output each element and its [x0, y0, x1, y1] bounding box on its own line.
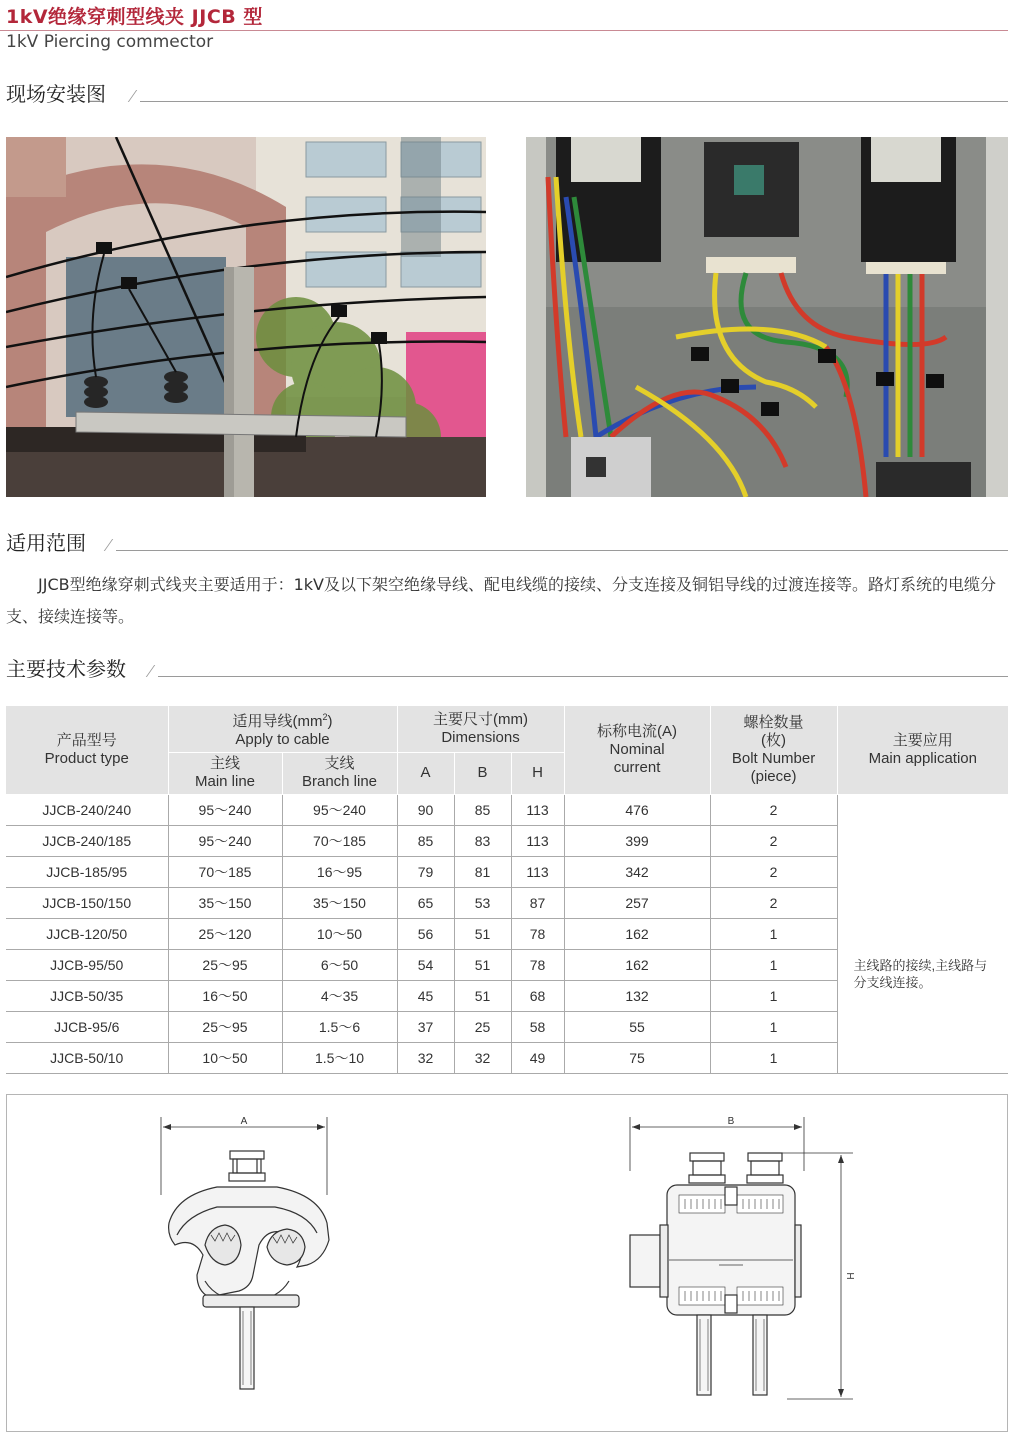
- heading-slash: [104, 539, 114, 551]
- table-cell: 75: [564, 1042, 710, 1073]
- header-product-type: 产品型号 Product type: [6, 706, 168, 794]
- heading-rule: [116, 550, 1008, 551]
- table-cell: 49: [511, 1042, 564, 1073]
- table-cell: 58: [511, 1011, 564, 1042]
- spec-table: [6, 706, 1008, 1074]
- table-cell: JJCB-240/240: [6, 794, 168, 825]
- table-cell: 45: [397, 980, 454, 1011]
- table-cell: 87: [511, 887, 564, 918]
- table-cell: 25～95: [168, 1011, 282, 1042]
- clamp-side-view: [161, 1117, 329, 1389]
- table-cell: 1.5～10: [282, 1042, 397, 1073]
- table-cell: 1: [710, 918, 837, 949]
- table-cell: 25～95: [168, 949, 282, 980]
- header-dim-a: A: [397, 752, 454, 794]
- dim-label-h: H: [844, 1272, 855, 1280]
- header-bolt-number: 螺栓数量 (枚) Bolt Number (piece): [710, 706, 837, 794]
- table-cell: 95～240: [168, 794, 282, 825]
- spec-table-wrapper: [6, 706, 1008, 1074]
- table-cell: 10～50: [282, 918, 397, 949]
- header-dimensions: 主要尺寸(mm) Dimensions: [397, 706, 564, 752]
- table-cell: 35～150: [168, 887, 282, 918]
- header-main-line: 主线 Main line: [168, 752, 282, 794]
- table-cell: 1: [710, 980, 837, 1011]
- table-cell: 132: [564, 980, 710, 1011]
- table-cell: 1.5～6: [282, 1011, 397, 1042]
- header-main-application: 主要应用 Main application: [837, 706, 1008, 794]
- section-heading-scope: 适用范围: [6, 531, 86, 555]
- table-cell: 56: [397, 918, 454, 949]
- table-cell: 32: [397, 1042, 454, 1073]
- header-apply-cable: 适用导线$(mm^2)$ Apply to cable: [168, 706, 397, 752]
- section-heading-install: 现场安装图: [6, 82, 106, 106]
- main-application-cell: 主线路的接续,主线路与分支线连接。: [837, 794, 1008, 1073]
- table-cell: 4～35: [282, 980, 397, 1011]
- header-dim-b: B: [454, 752, 511, 794]
- table-cell: 51: [454, 980, 511, 1011]
- table-cell: 162: [564, 918, 710, 949]
- table-cell: 10～50: [168, 1042, 282, 1073]
- dim-label-a: A: [240, 1116, 248, 1127]
- table-cell: 70～185: [168, 856, 282, 887]
- table-cell: 16～95: [282, 856, 397, 887]
- table-cell: 2: [710, 856, 837, 887]
- table-cell: 81: [454, 856, 511, 887]
- table-cell: 2: [710, 825, 837, 856]
- installation-photo-distribution-box: [526, 137, 1008, 497]
- table-cell: 65: [397, 887, 454, 918]
- table-cell: 162: [564, 949, 710, 980]
- heading-slash: [128, 90, 138, 102]
- header-branch-line: 支线 Branch line: [282, 752, 397, 794]
- table-cell: 83: [454, 825, 511, 856]
- table-cell: JJCB-95/6: [6, 1011, 168, 1042]
- dim-label-b: B: [727, 1116, 735, 1127]
- table-cell: 113: [511, 856, 564, 887]
- spec-table-body: [6, 794, 1008, 1073]
- clamp-front-view: [630, 1117, 853, 1399]
- table-cell: 53: [454, 887, 511, 918]
- table-cell: 1: [710, 1042, 837, 1073]
- table-cell: 37: [397, 1011, 454, 1042]
- table-cell: 51: [454, 949, 511, 980]
- page-title: 1kV绝缘穿刺型线夹 JJCB 型: [6, 6, 263, 28]
- section-heading-params: 主要技术参数: [6, 657, 126, 681]
- header-nominal-current: 标称电流(A) Nominal current: [564, 706, 710, 794]
- table-cell: 257: [564, 887, 710, 918]
- table-cell: 1: [710, 949, 837, 980]
- table-cell: 95～240: [168, 825, 282, 856]
- table-cell: 25～120: [168, 918, 282, 949]
- title-divider: [0, 30, 1008, 31]
- table-row: [6, 794, 1008, 825]
- heading-slash: [146, 665, 156, 677]
- table-cell: 2: [710, 794, 837, 825]
- table-cell: 54: [397, 949, 454, 980]
- table-cell: 85: [454, 794, 511, 825]
- table-cell: 79: [397, 856, 454, 887]
- installation-photo-overhead: [6, 137, 486, 497]
- table-cell: 90: [397, 794, 454, 825]
- table-cell: 476: [564, 794, 710, 825]
- header-dim-h: H: [511, 752, 564, 794]
- table-cell: JJCB-185/95: [6, 856, 168, 887]
- page-subtitle: 1kV Piercing commector: [6, 32, 214, 52]
- table-cell: JJCB-95/50: [6, 949, 168, 980]
- table-cell: 2: [710, 887, 837, 918]
- scope-paragraph: JJCB型绝缘穿刺式线夹主要适用于：1kV及以下架空绝缘导线、配电线缆的接续、分支连接及铜铝导线的过渡连接等。路灯系统的电缆分支、接续连接等。: [6, 575, 996, 626]
- table-cell: 113: [511, 794, 564, 825]
- table-cell: 6～50: [282, 949, 397, 980]
- table-cell: JJCB-150/150: [6, 887, 168, 918]
- table-cell: 68: [511, 980, 564, 1011]
- table-cell: 25: [454, 1011, 511, 1042]
- table-cell: JJCB-120/50: [6, 918, 168, 949]
- table-cell: 95～240: [282, 794, 397, 825]
- dimension-diagram: [6, 1094, 1008, 1432]
- table-cell: 113: [511, 825, 564, 856]
- table-cell: JJCB-50/35: [6, 980, 168, 1011]
- table-cell: JJCB-240/185: [6, 825, 168, 856]
- table-cell: 16～50: [168, 980, 282, 1011]
- table-cell: JJCB-50/10: [6, 1042, 168, 1073]
- table-cell: 70～185: [282, 825, 397, 856]
- table-cell: 55: [564, 1011, 710, 1042]
- table-cell: 85: [397, 825, 454, 856]
- table-cell: 1: [710, 1011, 837, 1042]
- table-cell: 32: [454, 1042, 511, 1073]
- table-cell: 78: [511, 918, 564, 949]
- heading-rule: [140, 101, 1008, 102]
- table-cell: 51: [454, 918, 511, 949]
- heading-rule: [158, 676, 1008, 677]
- table-cell: 399: [564, 825, 710, 856]
- table-cell: 342: [564, 856, 710, 887]
- table-cell: 35～150: [282, 887, 397, 918]
- table-cell: 78: [511, 949, 564, 980]
